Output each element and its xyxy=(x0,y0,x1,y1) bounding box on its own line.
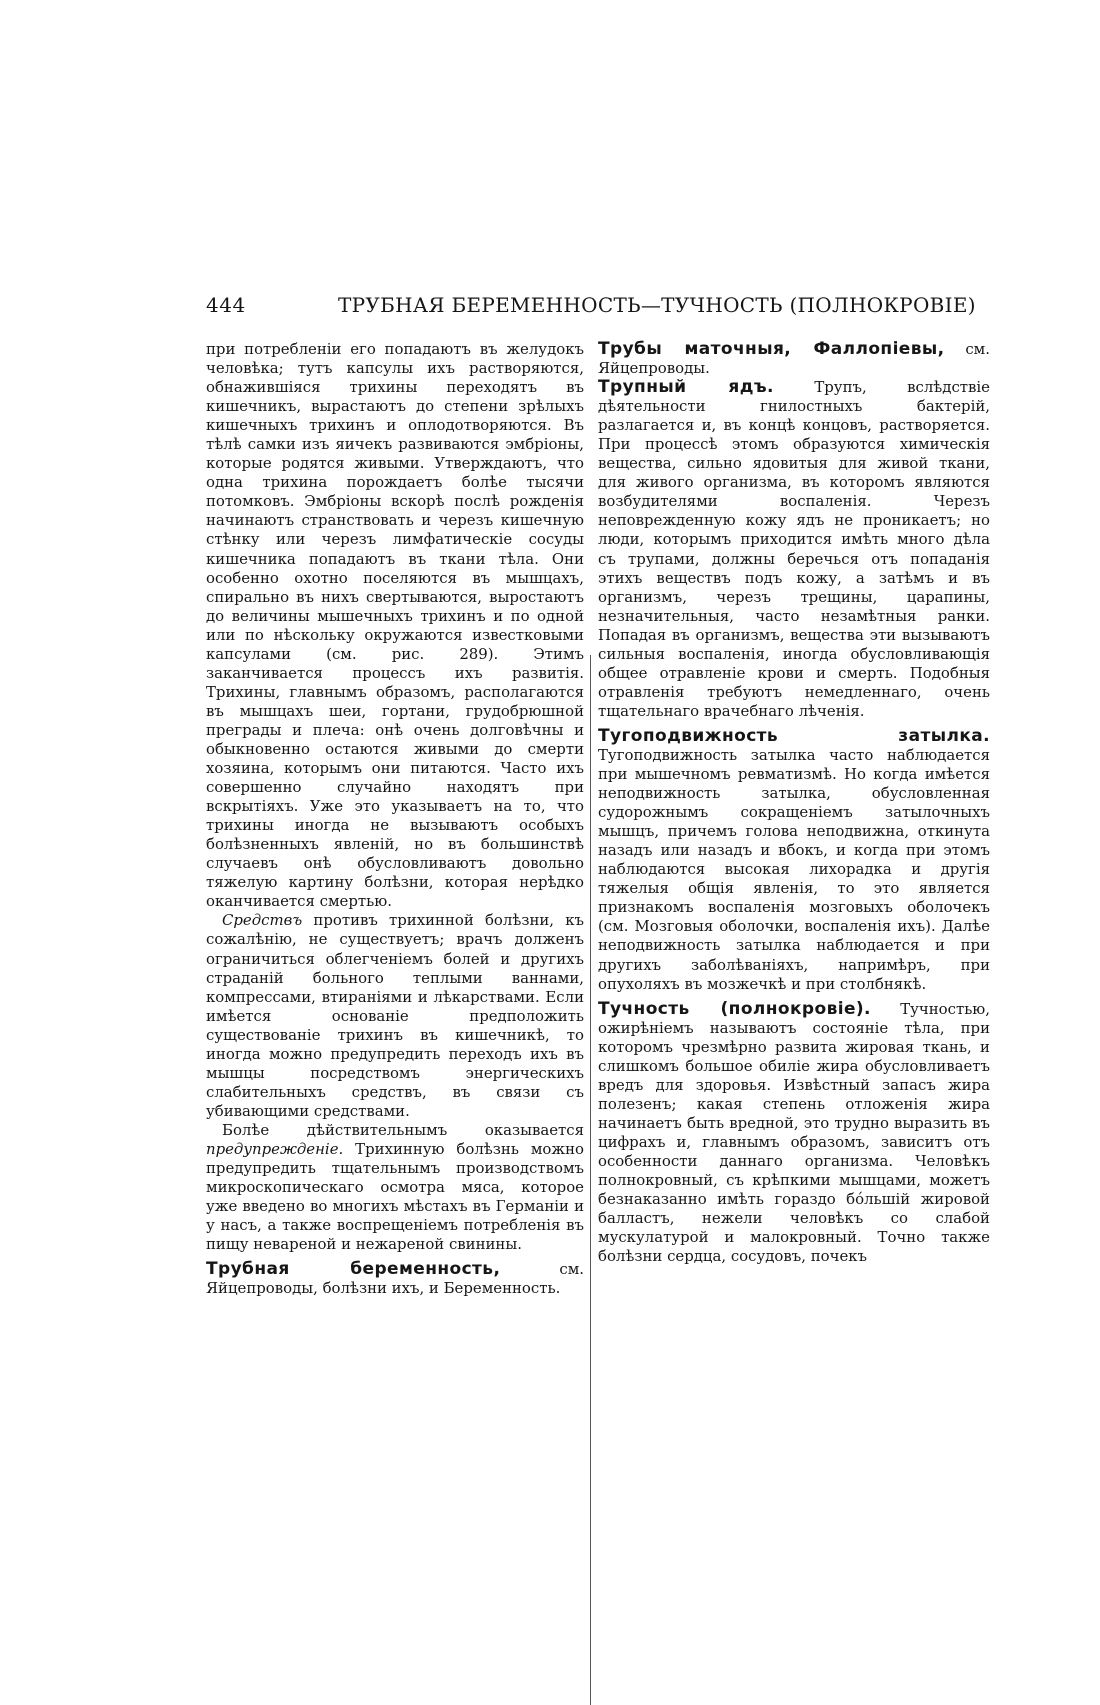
column-divider xyxy=(590,655,591,1705)
paragraph-text: противъ трихинной болѣзни, къ сожалѣнію, не существуетъ; врачъ долженъ ограничиться облегченіемъ болей и другихъ страданій больного теплыми ваннами, компрессами, втираніями и лѣкарствами. Если имѣется основаніе предположить существованіе трихинъ въ кишечникѣ, то иногда можно предупредить переходъ ихъ въ мышцы посредствомъ энергическихъ слабительныхъ средствъ, въ связи съ убивающими средствами. xyxy=(206,911,584,1120)
entry-heading: Тугоподвижность затылка. xyxy=(598,725,990,746)
paragraph-treatment xyxy=(206,911,584,1121)
left-column xyxy=(206,340,584,1298)
entry-stiff-neck xyxy=(598,727,990,994)
entry-heading: Тучность (полнокровіе). xyxy=(598,998,871,1019)
running-head: ТРУБНАЯ БЕРЕМЕННОСТЬ—ТУЧНОСТЬ (ПОЛНОКРОВІЕ) xyxy=(338,293,976,317)
right-column xyxy=(598,340,990,1266)
entry-heading: Трубная беременность, xyxy=(206,1259,501,1280)
page-number: 444 xyxy=(206,293,246,317)
paragraph-trichina-lifecycle xyxy=(206,340,584,911)
entry-fallopian-tubes xyxy=(598,340,990,378)
entry-text: см. Яйцепроводы. xyxy=(598,340,990,378)
entry-obesity xyxy=(598,1000,990,1267)
entry-text: Тучностью, ожирѣніемъ называютъ состояніе тѣла, при которомъ чрезмѣрно развита жировая ткань, и слишкомъ большое обиліе жира обусловливаетъ вредъ для здоровья. Извѣстный запасъ жира полезенъ; какая степень отложенія жира начинаетъ быть вредной, это трудно выразить въ цифрахъ и, главнымъ образомъ, зависитъ отъ особенности даннаго организма. Человѣкъ полнокровный, съ крѣпкими мышцами, можетъ безнаказанно имѣть гораздо бóльшій жировой балластъ, нежели человѣкъ со слабой мускулатурой и малокровный. Точно также болѣзни сердца, сосудовъ, почекъ xyxy=(598,999,991,1266)
italic-term: предупрежденіе. xyxy=(206,1139,344,1158)
paragraph-text: Трихинную болѣзнь можно предупредить тщательнымъ производствомъ микроскопическаго осмотра мяса, которое уже введено во многихъ мѣстахъ въ Германіи и у насъ, а также воспрещеніемъ потребленія въ пищу невареной и нежареной свинины. xyxy=(206,1139,584,1254)
paragraph-text: при потребленіи его попадаютъ въ желудокъ человѣка; тутъ капсулы ихъ растворяются, обнажившіяся трихины переходятъ въ кишечникъ, вырастаютъ до степени зрѣлыхъ кишечныхъ трихинъ и оплодотворяются. Въ тѣлѣ самки изъ яичекъ развиваются эмбріоны, которые родятся живыми. Утверждаютъ, что одна трихина порождаетъ болѣе тысячи потомковъ. Эмбріоны вскорѣ послѣ рожденія начинаютъ странствовать и черезъ кишечную стѣнку или черезъ лимфатическіе сосуды кишечника попадаютъ въ ткани тѣла. Они особенно охотно поселяются въ мышцахъ, спирально въ нихъ свертываются, выростаютъ до величины мышечныхъ трихинъ и по одной или по нѣскольку окружаются известковыми капсулами (см. рис. 289). Этимъ заканчивается процессъ ихъ развитія. Трихины, главнымъ образомъ, располагаются въ мышцахъ шеи, гортани, грудобрюшной преграды и плеча: онѣ очень долговѣчны и обыкновенно остаются живыми до смерти хозяина, которымъ они питаются. Часто ихъ совершенно случайно находятъ при вскрытіяхъ. Уже это указываетъ на то, что трихины иногда не вызываютъ особыхъ болѣзненныхъ явленій, но въ большинствѣ случаевъ онѣ обусловливаютъ довольно тяжелую картину болѣзни, которая нерѣдко оканчивается смертью. xyxy=(206,340,584,911)
entry-text: см. Яйцепроводы, болѣзни ихъ, и Беременность. xyxy=(206,1260,585,1298)
entry-text: Тугоподвижность затылка часто наблюдается при мышечномъ ревматизмѣ. Но когда имѣется неподвижность затылка, обусловленная судорожнымъ сокращеніемъ затылочныхъ мышцъ, причемъ голова неподвижна, откинута назадъ или назадъ и вбокъ, и когда при этомъ наблюдаются высокая лихорадка и другія тяжелыя общія явленія, то это является признакомъ воспаленія мозговыхъ оболочекъ (см. Мозговыя оболочки, воспаленія ихъ). Далѣе неподвижность затылка наблюдается и при другихъ заболѣваніяхъ, напримѣръ, при опухоляхъ въ мозжечкѣ и при столбнякѣ. xyxy=(598,745,990,993)
paragraph-text: Болѣе дѣйствительнымъ оказывается xyxy=(222,1120,584,1139)
entry-heading: Трупный ядъ. xyxy=(598,377,774,398)
entry-tubal-pregnancy xyxy=(206,1260,584,1298)
entry-cadaveric-poison xyxy=(598,378,990,721)
entry-text: Трупъ, вслѣдствіе дѣятельности гнилостныхъ бактерій, разлагается и, въ концѣ концовъ, растворяется. При процессѣ этомъ образуются химическія вещества, сильно ядовитыя для живой ткани, для живого организма, въ которомъ являются возбудителями воспаленія. Черезъ неповрежденную кожу ядъ не проникаетъ; но люди, которымъ приходится имѣть много дѣла съ трупами, должны беречься отъ попаданія этихъ веществъ подъ кожу, а затѣмъ и въ организмъ, черезъ трещины, царапины, незначительныя, часто незамѣтныя ранки. Попадая въ организмъ, вещества эти вызываютъ сильныя воспаленія, иногда обусловливающія общее отравленіе крови и смерть. Подобныя отравленія требуютъ немедленнаго, очень тщательнаго врачебнаго лѣченія. xyxy=(598,378,990,720)
entry-heading: Трубы маточныя, Фаллопіевы, xyxy=(598,339,945,359)
italic-term: Средствъ xyxy=(222,911,303,930)
page-header xyxy=(206,293,988,327)
paragraph-prevention xyxy=(206,1121,584,1254)
